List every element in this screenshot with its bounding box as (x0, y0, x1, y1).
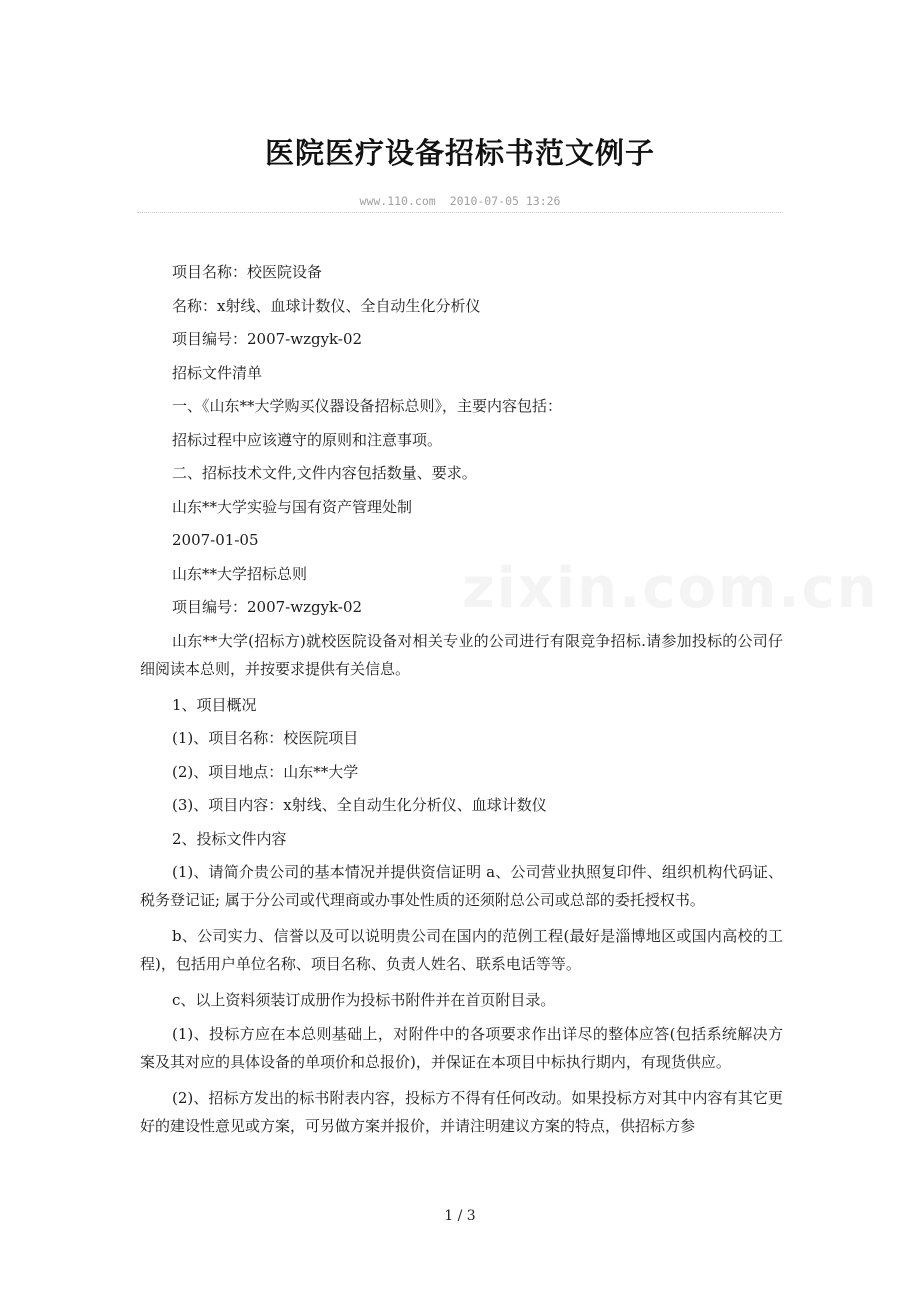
paragraph: 2007-01-05 (172, 531, 259, 549)
document-meta (0, 192, 920, 210)
paragraph: (2)、项目地点：山东**大学 (172, 762, 359, 781)
title-divider (137, 212, 783, 213)
paragraph: 山东**大学实验与国有资产管理处制 (172, 497, 413, 516)
paragraph: 1、项目概况 (172, 695, 257, 714)
document-title: 医院医疗设备招标书范文例子 (264, 136, 655, 170)
paragraph: (1)、投标方应在本总则基础上，对附件中的各项要求作出详尽的整体应答(包括系统解决方案及其对应的具体设备的单项价和总报价)，并保证在本项目中标执行期内，有现货供应。 (140, 1024, 783, 1071)
paragraph: 招标过程中应该遵守的原则和注意事项。 (172, 430, 443, 449)
paragraph: 名称：x射线、血球计数仪、全自动生化分析仪 (172, 296, 481, 315)
paragraph: 山东**大学招标总则 (172, 564, 308, 583)
paragraph: (3)、项目内容：x射线、全自动生化分析仪、血球计数仪 (172, 796, 547, 814)
paragraph: 二、招标技术文件,文件内容包括数量、要求。 (172, 464, 477, 482)
paragraph: 招标文件清单 (172, 363, 263, 382)
watermark: zixin.com.cn (462, 556, 879, 621)
paragraph: 项目名称：校医院设备 (172, 263, 323, 281)
paragraph: 2、投标文件内容 (172, 829, 287, 848)
page-number: 1 / 3 (444, 1208, 476, 1224)
paragraph: 一、《山东**大学购买仪器设备招标总则》，主要内容包括： (172, 397, 563, 415)
paragraph: 山东**大学(招标方)就校医院设备对相关专业的公司进行有限竞争招标.请参加投标的公司仔细阅读本总则，并按要求提供有关信息。 (140, 631, 783, 678)
paragraph: 项目编号：2007-wzgyk-02 (172, 598, 363, 616)
publish-datetime: 2010-07-05 13:26 (449, 194, 561, 208)
paragraph: (1)、请简介贵公司的基本情况并提供资信证明 a、公司营业执照复印件、组织机构代码证、税务登记证; 属于分公司或代理商或办事处性质的还须附总公司或总部的委托授权书。 (140, 863, 783, 909)
paragraph: (2)、招标方发出的标书附表内容，投标方不得有任何改动。如果投标方对其中内容有其它更好的建设性意见或方案，可另做方案并报价，并请注明建议方案的特点，供招标方参 (140, 1088, 783, 1135)
document-body (140, 258, 783, 1148)
paragraph: 项目编号：2007-wzgyk-02 (172, 330, 363, 348)
paragraph: b、公司实力、信誉以及可以说明贵公司在国内的范例工程(最好是淄博地区或国内高校的工程)，包括用户单位名称、项目名称、负责人姓名、联系电话等等。 (140, 927, 783, 973)
paragraph: (1)、项目名称：校医院项目 (172, 729, 359, 747)
paragraph: c、以上资料须装订成册作为投标书附件并在首页附目录。 (172, 991, 556, 1009)
source-site: www.110.com (359, 194, 436, 208)
